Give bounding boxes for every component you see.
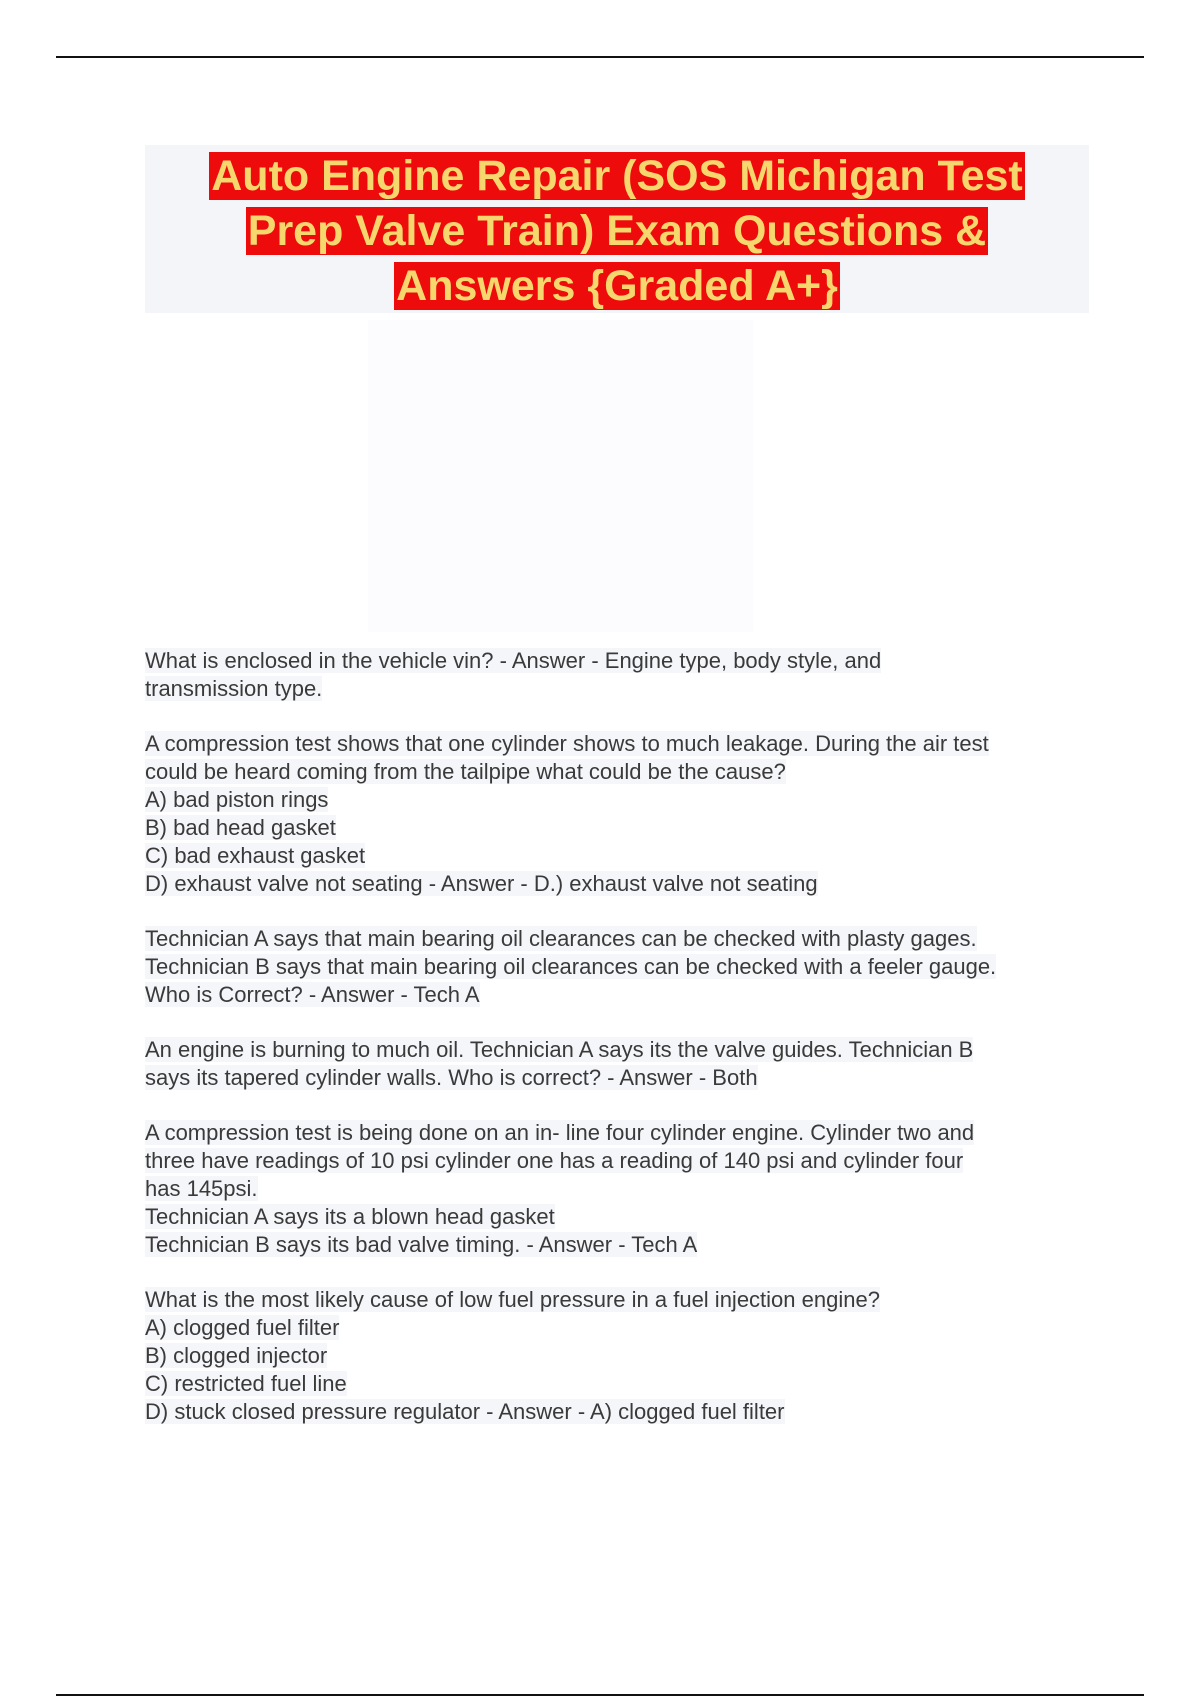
qa-block xyxy=(145,1036,1095,1092)
qa-line: An engine is burning to much oil. Technician A says its the valve guides. Technician B xyxy=(145,1037,974,1062)
footer-rule xyxy=(56,1694,1144,1696)
qa-line: Who is Correct? - Answer - Tech A xyxy=(145,982,480,1007)
title-line: Auto Engine Repair (SOS Michigan Test xyxy=(211,152,1023,200)
qa-line: could be heard coming from the tailpipe what could be the cause? xyxy=(145,759,786,784)
qa-line: Technician A says its a blown head gasket xyxy=(145,1204,555,1229)
qa-line: C) restricted fuel line xyxy=(145,1371,347,1396)
qa-line: has 145psi. xyxy=(145,1176,258,1201)
document-title xyxy=(145,145,1089,314)
header-rule xyxy=(56,56,1144,58)
qa-line: B) bad head gasket xyxy=(145,815,336,840)
qa-block xyxy=(145,1119,1095,1259)
title-line: Prep Valve Train) Exam Questions & xyxy=(247,207,987,255)
qa-line: transmission type. xyxy=(145,676,323,701)
blank-image-area xyxy=(368,320,753,632)
qa-list xyxy=(145,647,1095,1453)
qa-line: B) clogged injector xyxy=(145,1343,328,1368)
qa-line: D) stuck closed pressure regulator - Answer - A) clogged fuel filter xyxy=(145,1399,785,1424)
qa-block xyxy=(145,925,1095,1009)
qa-line: C) bad exhaust gasket xyxy=(145,843,366,868)
qa-line: D) exhaust valve not seating - Answer - D.) exhaust valve not seating xyxy=(145,871,818,896)
qa-line: A compression test is being done on an in- line four cylinder engine. Cylinder two and xyxy=(145,1120,975,1145)
qa-line: Technician B says that main bearing oil clearances can be checked with a feeler gauge. xyxy=(145,954,997,979)
qa-block xyxy=(145,730,1095,898)
qa-line: A) bad piston rings xyxy=(145,787,329,812)
qa-line: says its tapered cylinder walls. Who is correct? - Answer - Both xyxy=(145,1065,758,1090)
qa-line: Technician B says its bad valve timing. - Answer - Tech A xyxy=(145,1232,698,1257)
qa-block xyxy=(145,647,1095,703)
title-band xyxy=(145,145,1089,313)
qa-line: What is the most likely cause of low fuel pressure in a fuel injection engine? xyxy=(145,1287,880,1312)
qa-line: A) clogged fuel filter xyxy=(145,1315,340,1340)
qa-line: three have readings of 10 psi cylinder one has a reading of 140 psi and cylinder four xyxy=(145,1148,964,1173)
qa-block xyxy=(145,1286,1095,1426)
qa-line: Technician A says that main bearing oil clearances can be checked with plasty gages. xyxy=(145,926,977,951)
qa-line: What is enclosed in the vehicle vin? - Answer - Engine type, body style, and xyxy=(145,648,882,673)
qa-line: A compression test shows that one cylinder shows to much leakage. During the air test xyxy=(145,731,989,756)
title-line: Answers {Graded A+} xyxy=(396,262,838,310)
